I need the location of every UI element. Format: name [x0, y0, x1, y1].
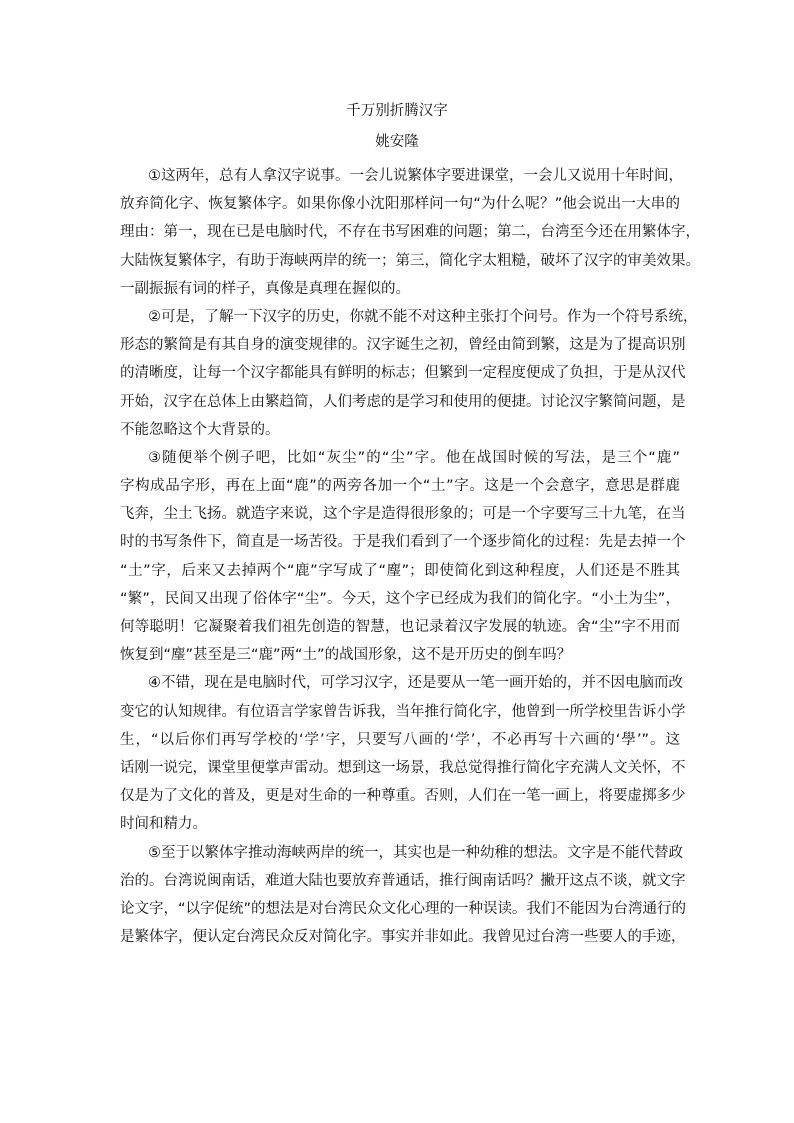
paragraph-line: 飞奔，尘土飞扬。就造字来说，这个字是造得很形象的；可是一个字要写三十九笔，在当 — [120, 506, 686, 523]
paragraph — [120, 669, 686, 838]
paragraph-line: “繁”，民间又出现了俗体字“尘”。今天，这个字已经成为我们的简化字。“小土为尘”， — [120, 590, 680, 607]
paragraph-line: 生，“以后你们再写学校的‘学’字，只要写八画的‘学’，不必再写十六画的‘學’”。这 — [120, 731, 680, 748]
paragraph-line: 形态的繁简是有其自身的演变规律的。汉字诞生之初，曾经由简到繁，这是为了提高识别 — [120, 337, 686, 354]
paragraph — [120, 303, 698, 444]
paragraph-line: 一副振振有词的样子，真像是真理在握似的。 — [120, 280, 410, 297]
paragraph-line: 仅是为了文化的普及，更是对生命的一种尊重。否则，人们在一笔一画上，将要虚掷多少 — [120, 788, 686, 805]
paragraph-line: 话刚一说完，课堂里便掌声雷动。想到这一场景，我总觉得推行简化字充满人文关怀，不 — [120, 759, 686, 776]
paragraph-line: 放弃简化字、恢复繁体字。如果你像小沈阳那样问一句“为什么呢？”他会说出一大串的 — [120, 196, 680, 213]
paragraph-line: 何等聪明！它凝聚着我们祖先创造的智慧，也记录着汉字发展的轨迹。舍“尘”字不用而 — [120, 619, 680, 635]
paragraph — [120, 162, 700, 303]
paragraph-line: 大陆恢复繁体字，有助于海峡两岸的统一；第三，简化字太粗糙，破坏了汉字的审美效果。 — [120, 252, 700, 269]
paragraph — [120, 444, 686, 670]
paragraph-line: 理由：第一，现在已是电脑时代，不存在书写困难的问题；第二，台湾至今还在用繁体字， — [120, 224, 700, 241]
paragraph-line: 变它的认知规律。有位语言学家曾告诉我，当年推行简化字，他曾到一所学校里告诉小学 — [120, 703, 686, 720]
paragraph-line: 是繁体字，便认定台湾民众反对简化字。事实并非如此。我曾见过台湾一些要人的手迹， — [120, 929, 686, 946]
paragraph-line: 时的书写条件下，简直是一场苦役。于是我们看到了一个逐步简化的过程：先是去掉一个 — [120, 534, 686, 551]
document-author: 姚安隆 — [375, 134, 419, 150]
paragraph-line: 治的。台湾说闽南话，难道大陆也要放弃普通话，推行闽南话吗？撇开这点不谈，就文字 — [120, 872, 686, 889]
paragraph-line: 开始，汉字在总体上由繁趋简，人们考虑的是学习和使用的便捷。讨论汉字繁简问题，是 — [120, 393, 686, 410]
paragraph-line: ②可是，了解一下汉字的历史，你就不能不对这种主张打个问号。作为一个符号系统， — [148, 308, 698, 325]
paragraph-line: 论文字，“以字促统”的想法是对台湾民众文化心理的一种误读。我们不能因为台湾通行的 — [120, 900, 687, 917]
paragraph-line: 字构成品字形，再在上面“鹿”的两旁各加一个“土”字。这是一个会意字，意思是群鹿 — [120, 478, 680, 495]
document-body — [120, 162, 700, 951]
paragraph-line: 恢复到“麈”甚至是三“鹿”两“土”的战国形象，这不是开历史的倒车吗？ — [120, 647, 572, 664]
paragraph-line: ⑤至于以繁体字推动海峡两岸的统一，其实也是一种幼稚的想法。文字是不能代替政 — [148, 844, 683, 861]
paragraph — [120, 839, 687, 952]
paragraph-line: ③随便举个例子吧，比如“灰尘”的“尘”字。他在战国时候的写法，是三个“鹿” — [148, 449, 680, 466]
paragraph-line: ④不错，现在是电脑时代，可学习汉字，还是要从一笔一画开始的，并不因电脑而改 — [148, 675, 683, 692]
paragraph-line: ①这两年，总有人拿汉字说事。一会儿说繁体字要进课堂，一会儿又说用十年时间， — [148, 168, 683, 184]
paragraph-line: 的清晰度，让每一个汉字都能具有鲜明的标志；但繁到一定程度便成了负担，于是从汉代 — [120, 365, 686, 382]
document-title: 千万别折腾汉字 — [346, 103, 448, 119]
paragraph-line: 不能忽略这个大背景的。 — [120, 421, 280, 438]
paragraph-line: 时间和精力。 — [120, 816, 207, 833]
paragraph-line: “土”字，后来又去掉两个“鹿”字写成了“麈”；即使简化到这种程度，人们还是不胜其 — [120, 562, 680, 579]
